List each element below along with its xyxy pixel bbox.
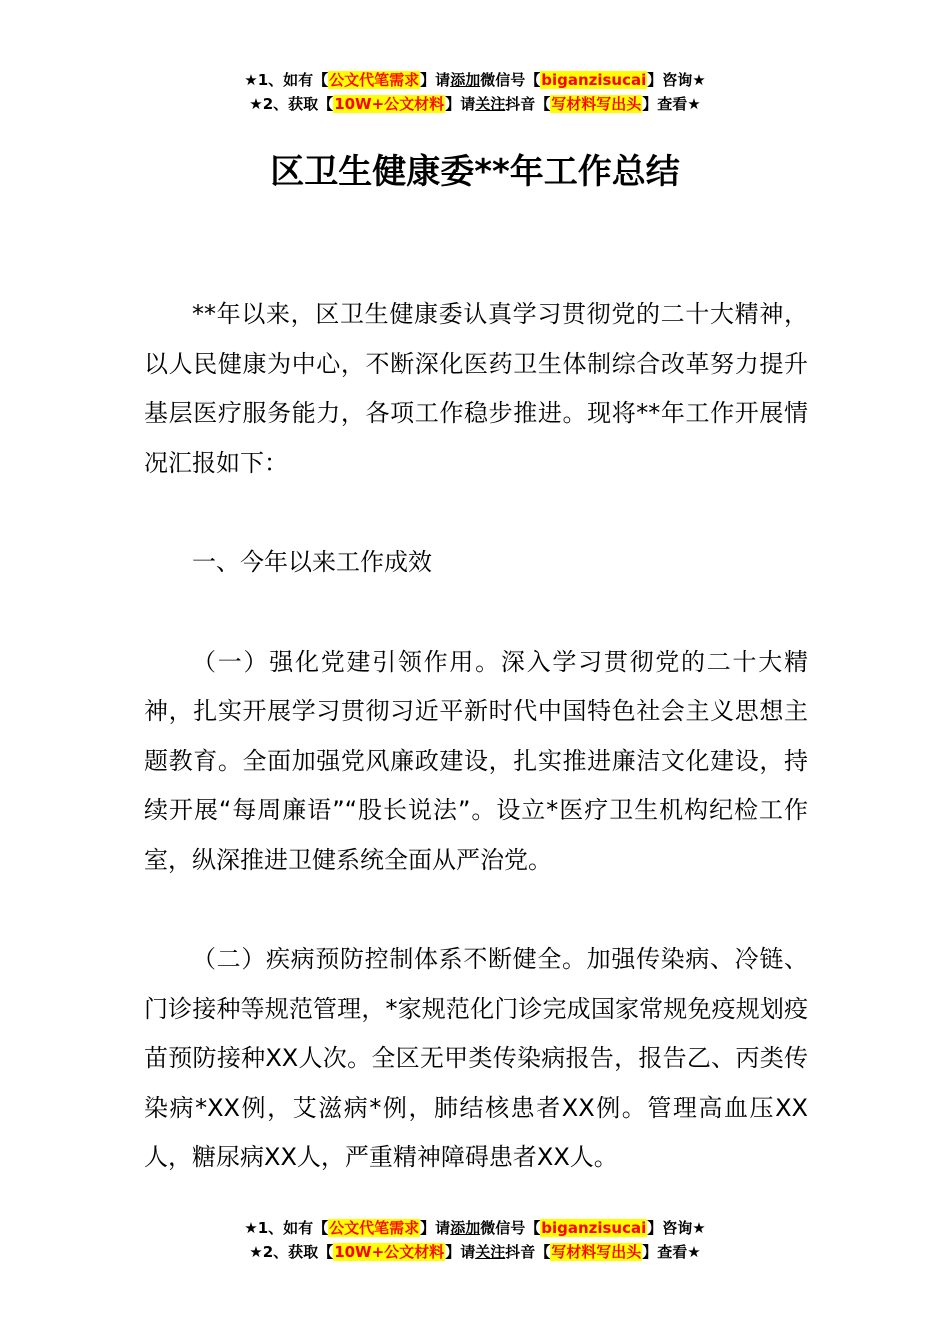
promo-text: 抖音【 bbox=[505, 95, 551, 113]
promo-text: 】请 bbox=[420, 71, 451, 89]
body-paragraph: （一）强化党建引领作用。深入学习贯彻党的二十大精神，扎实开展学习贯彻习近平新时代中国特色社会主义思想主题教育。全面加强党风廉政建设，扎实推进廉洁文化建设，持续开展“每周廉语”“股长说法”。设立*医疗卫生机构纪检工作室，纵深推进卫健系统全面从严治党。 bbox=[144, 647, 808, 874]
promo-highlight: 10W+公文材料 bbox=[334, 1243, 445, 1261]
promo-text: 】咨询★ bbox=[647, 71, 706, 89]
promo-banner-bottom bbox=[0, 1216, 950, 1264]
promo-underlined-text: 关注 bbox=[475, 95, 506, 113]
promo-highlight: 写材料写出头 bbox=[551, 1243, 642, 1261]
promo-highlight: 公文代笔需求 bbox=[329, 71, 420, 89]
document-title: 区卫生健康委**年工作总结 bbox=[270, 152, 680, 192]
promo-text: ★2、获取【 bbox=[249, 95, 334, 113]
promo-text: 微信号【 bbox=[480, 71, 541, 89]
promo-text: 抖音【 bbox=[505, 1243, 551, 1261]
promo-line-2 bbox=[0, 1240, 950, 1264]
promo-line-1 bbox=[0, 1216, 950, 1240]
promo-text: ★1、如有【 bbox=[244, 71, 329, 89]
promo-text: 】请 bbox=[445, 1243, 476, 1261]
promo-line-1 bbox=[0, 68, 950, 92]
promo-line-2 bbox=[0, 92, 950, 116]
promo-highlight: biganzisucai bbox=[541, 1219, 647, 1237]
section-heading: 一、今年以来工作成效 bbox=[192, 548, 432, 576]
document-body bbox=[144, 290, 808, 1233]
promo-highlight: 10W+公文材料 bbox=[334, 95, 445, 113]
promo-text: 】请 bbox=[445, 95, 476, 113]
promo-text: 】请 bbox=[420, 1219, 451, 1237]
promo-highlight: 公文代笔需求 bbox=[329, 1219, 420, 1237]
promo-text: 】查看★ bbox=[642, 95, 701, 113]
intro-paragraph: **年以来，区卫生健康委认真学习贯彻党的二十大精神，以人民健康为中心，不断深化医药卫生体制综合改革努力提升基层医疗服务能力，各项工作稳步推进。现将**年工作开展情况汇报如下： bbox=[144, 300, 808, 477]
promo-highlight: biganzisucai bbox=[541, 71, 647, 89]
promo-text: ★1、如有【 bbox=[244, 1219, 329, 1237]
promo-text: 】查看★ bbox=[642, 1243, 701, 1261]
promo-underlined-text: 添加 bbox=[450, 71, 481, 89]
promo-underlined-text: 添加 bbox=[450, 1219, 481, 1237]
promo-text: ★2、获取【 bbox=[249, 1243, 334, 1261]
body-paragraph: （二）疾病预防控制体系不断健全。加强传染病、冷链、门诊接种等规范管理，*家规范化门诊完成国家常规免疫规划疫苗预防接种XX人次。全区无甲类传染病报告，报告乙、丙类传染病*XX例，艾滋病*例，肺结核患者XX例。管理高血压XX人，糖尿病XX人，严重精神障碍患者XX人。 bbox=[144, 945, 808, 1171]
promo-text: 】咨询★ bbox=[647, 1219, 706, 1237]
promo-highlight: 写材料写出头 bbox=[551, 95, 642, 113]
promo-underlined-text: 关注 bbox=[475, 1243, 506, 1261]
promo-text: 微信号【 bbox=[480, 1219, 541, 1237]
promo-banner-top bbox=[0, 68, 950, 116]
